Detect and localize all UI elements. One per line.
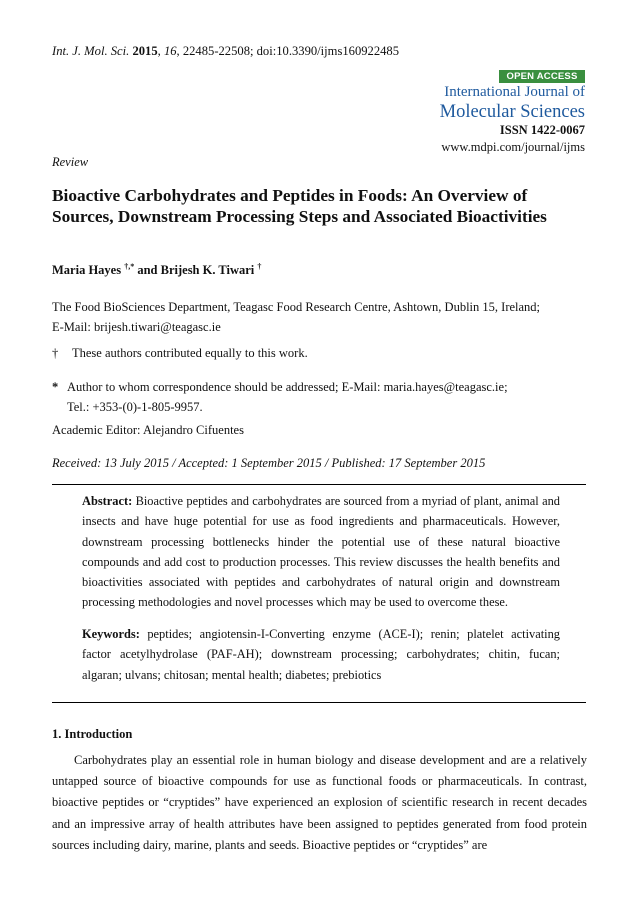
author-marks: †: [257, 262, 262, 271]
open-access-badge: OPEN ACCESS: [499, 70, 585, 83]
publication-year: 2015: [132, 44, 158, 58]
volume-number: 16: [163, 44, 177, 58]
correspondence-line1: Author to whom correspondence should be addressed; E-Mail: maria.hayes@teagasc.ie;: [67, 380, 508, 394]
equal-contribution-text: These authors contributed equally to this work.: [72, 346, 308, 360]
introduction-text: Carbohydrates play an essential role in human biology and disease development and are a relatively untapped source of bioactive compounds for use as functional foods or pharmaceuticals. In contrast, bioactive peptides or “cryptides” have experienced an explosion of scientific research in recent decades and an impressive array of health attributes have been assigned to peptides generated from food protein sources including dairy, marine, plants and seeds. Bioactive peptides or “cryptides” are: [52, 753, 587, 852]
divider: [52, 484, 586, 485]
dagger-mark: †: [52, 346, 59, 360]
section-heading: 1. Introduction: [52, 727, 133, 741]
keywords: [82, 624, 560, 685]
affiliation-address: The Food BioSciences Department, Teagasc Food Research Centre, Ashtown, Dublin 15, Ireland;: [52, 300, 541, 314]
keywords-text: peptides; angiotensin-I-Converting enzyme (ACE-I); renin; platelet activating factor acetylhydrolase (PAF-AH); downstream processing; carbohydrates; chitin, fucan; algaran; ulvans; chitosan; mental health; diabetes; prebiotics: [82, 627, 560, 682]
introduction-paragraph: [52, 750, 587, 856]
journal-abbreviation: Int. J. Mol. Sci.: [52, 44, 130, 58]
author-name: Maria Hayes: [52, 263, 122, 278]
author-name: Brijesh K. Tiwari: [160, 263, 255, 278]
correspondence-line2: Tel.: +353-(0)-1-805-9957.: [67, 400, 203, 414]
abstract-label: Abstract:: [82, 494, 133, 508]
article-type: Review: [52, 155, 89, 169]
publication-dates: Received: 13 July 2015 / Accepted: 1 September 2015 / Published: 17 September 2015: [52, 456, 486, 470]
article-title: Bioactive Carbohydrates and Peptides in Foods: An Overview of Sources, Downstream Processing Steps and Associated Bioactivities: [52, 186, 547, 226]
author-conjunction: and: [134, 263, 161, 278]
journal-name-line2: Molecular Sciences: [439, 102, 585, 122]
author-list: [52, 262, 261, 278]
abstract: [82, 491, 560, 613]
issn: ISSN 1422-0067: [499, 123, 585, 137]
affiliation-email[interactable]: E-Mail: brijesh.tiwari@teagasc.ie: [52, 320, 221, 334]
academic-editor: Academic Editor: Alejandro Cifuentes: [52, 423, 244, 437]
author-marks: †,*: [124, 262, 135, 271]
divider: [52, 702, 586, 703]
affiliation: [52, 297, 592, 337]
citation-line: Int. J. Mol. Sci. 2015, 16, 22485-22508; doi:10.3390/ijms160922485: [52, 44, 400, 58]
correspondence-note: [52, 377, 592, 417]
asterisk-mark: *: [52, 380, 59, 394]
journal-name-line1: International Journal of: [444, 84, 585, 100]
keywords-label: Keywords:: [82, 627, 140, 641]
journal-url[interactable]: www.mdpi.com/journal/ijms: [441, 140, 585, 154]
abstract-text: Bioactive peptides and carbohydrates are sourced from a myriad of plant, animal and insects and have huge potential for use as food ingredients and pharmaceuticals. However, downstream processing bottlenecks hinder the potential use of these natural bioactive compounds and add cost to production processes. This review discusses the health benefits and bioactivities associated with peptides and carbohydrates of natural origin and downstream processing methodologies and novel processes which may be used to overcome these.: [82, 494, 560, 610]
pages-doi: 22485-22508; doi:10.3390/ijms160922485: [182, 44, 400, 58]
equal-contribution-note: [52, 346, 592, 361]
